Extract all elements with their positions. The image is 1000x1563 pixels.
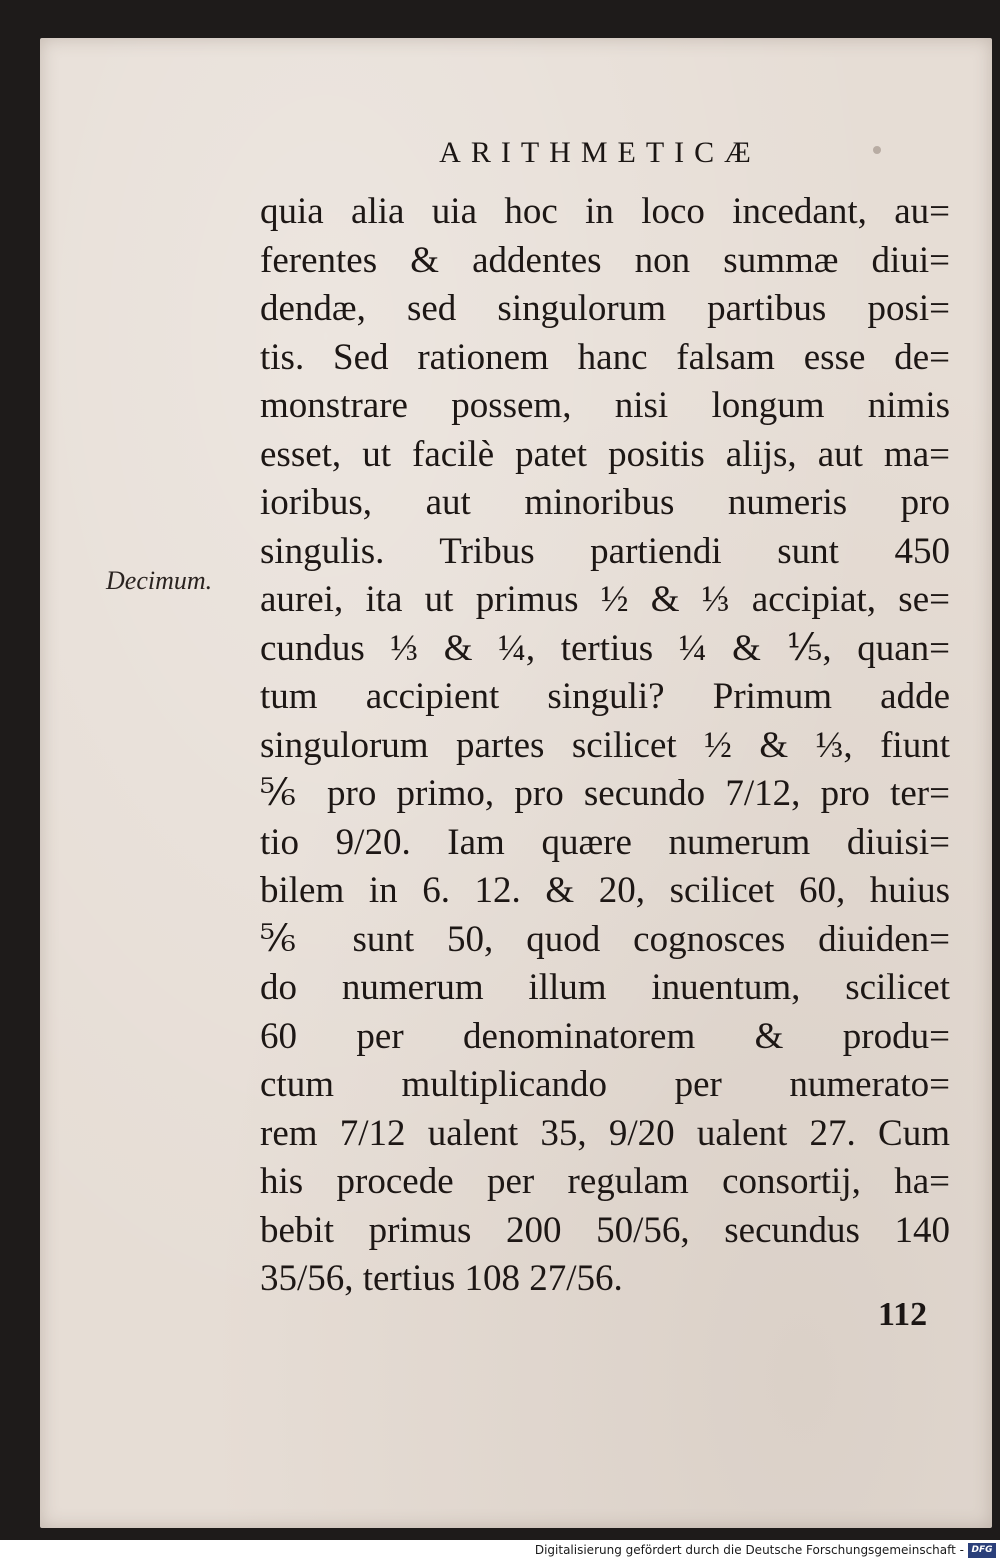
ink-spot	[873, 146, 881, 154]
text-line: 35/56, tertius 108 27/56.	[260, 1258, 623, 1299]
text-line: do numerum illum inuentum, scilicet	[260, 967, 950, 1008]
text-line: tio 9/20. Iam quære numerum diuisi=	[260, 821, 950, 863]
running-head: ARITHMETICÆ	[439, 136, 761, 169]
text-line: esset, ut facilè patet positis alijs, aut ma=	[260, 433, 950, 475]
text-line: ⅚ pro primo, pro secundo 7/12, pro ter=	[260, 773, 950, 814]
text-line: ⅚ sunt 50, quod cognosces diuiden=	[260, 918, 950, 960]
text-block	[260, 188, 950, 1304]
text-line: cundus ⅓ & ¼, tertius ¼ & ⅕, quan=	[260, 627, 950, 669]
text-line: bebit primus 200 50/56, secundus 140	[260, 1209, 950, 1251]
text-line: ctum multiplicando per numerato=	[260, 1064, 950, 1105]
book-page	[40, 38, 992, 1528]
text-line: singulis. Tribus partiendi sunt 450	[260, 530, 950, 572]
text-line: rem 7/12 ualent 35, 9/20 ualent 27. Cum	[260, 1112, 950, 1154]
funding-credit: Digitalisierung gefördert durch die Deutsche Forschungsgemeinschaft -	[534, 1543, 964, 1557]
page-number: 112	[878, 1296, 928, 1333]
text-line: 60 per denominatorem & produ=	[260, 1015, 950, 1057]
text-line: his procede per regulam consortij, ha=	[260, 1161, 950, 1202]
text-line: ferentes & addentes non summæ diui=	[260, 239, 950, 281]
dfg-logo: DFG	[968, 1543, 996, 1558]
text-line: dendæ, sed singulorum partibus posi=	[260, 288, 950, 329]
text-line: singulorum partes scilicet ½ & ⅓, fiunt	[260, 724, 950, 766]
text-line: tum accipient singuli? Primum adde	[260, 676, 950, 717]
text-line: bilem in 6. 12. & 20, scilicet 60, huius	[260, 870, 950, 911]
text-line: ioribus, aut minoribus numeris pro	[260, 482, 950, 523]
text-line: monstrare possem, nisi longum nimis	[260, 385, 950, 426]
text-line: aurei, ita ut primus ½ & ⅓ accipiat, se=	[260, 579, 950, 620]
text-line: tis. Sed rationem hanc falsam esse de=	[260, 336, 950, 378]
digitization-footer	[0, 1540, 1000, 1563]
marginal-note: Decimum.	[106, 566, 213, 595]
text-line: quia alia uia hoc in loco incedant, au=	[260, 191, 950, 232]
